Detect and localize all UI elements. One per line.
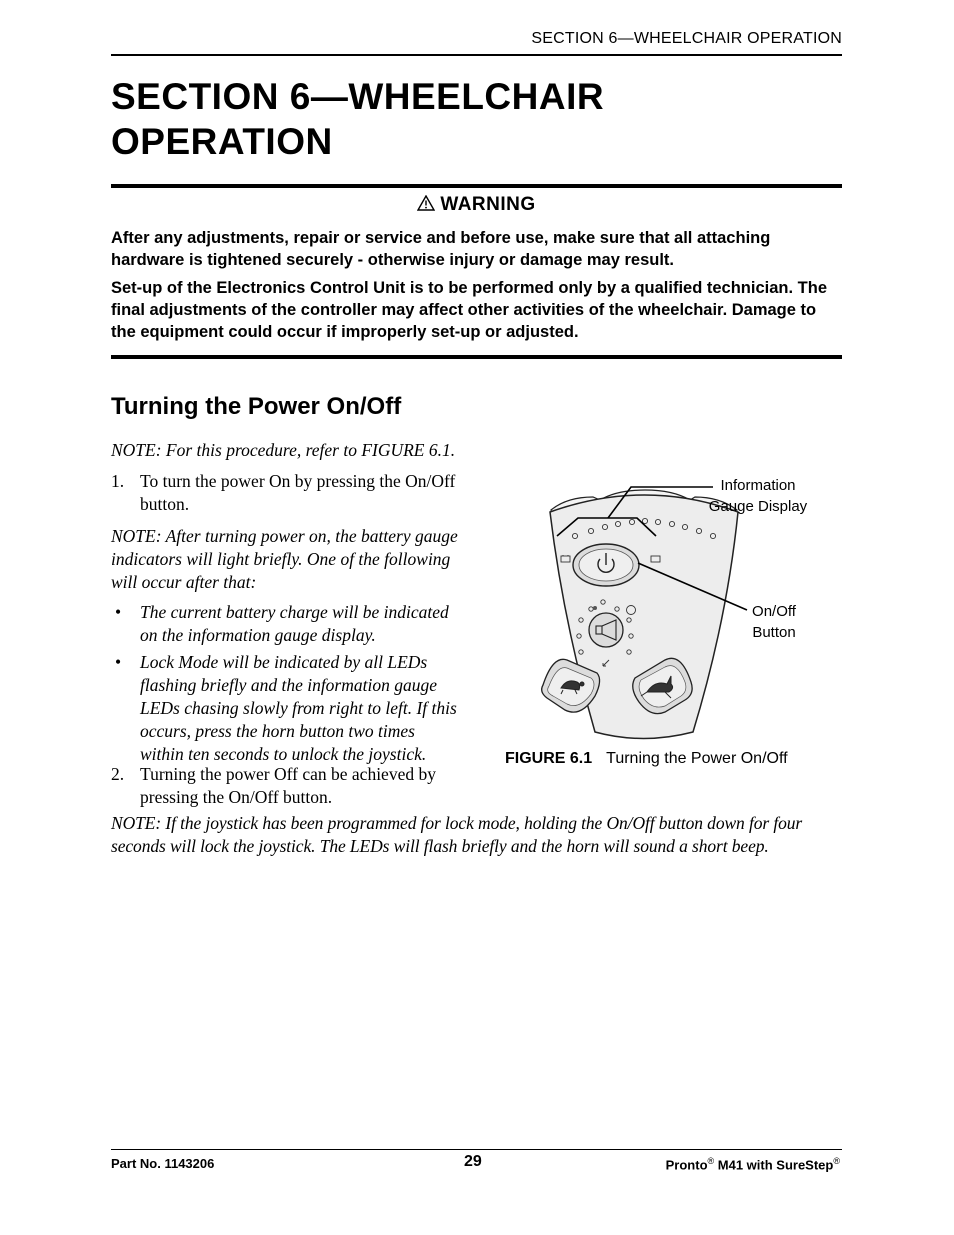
callout-on-off-button bbox=[732, 601, 816, 643]
note-figure-reference: NOTE: For this procedure, refer to FIGURE 6.1. bbox=[111, 440, 456, 460]
step-1 bbox=[111, 470, 461, 516]
step-1-number: 1. bbox=[111, 471, 125, 491]
warning-title bbox=[111, 194, 842, 216]
led-indicator-left bbox=[593, 606, 597, 610]
note-lock-mode: NOTE: If the joystick has been programmed for lock mode, holding the On/Off button down for four seconds will lock the joystick. The LEDs will flash briefly and the horn will sound a short beep. bbox=[111, 813, 803, 856]
footer-reg-mark-2: ® bbox=[833, 1156, 840, 1166]
step-2 bbox=[111, 763, 463, 809]
warning-bottom-rule bbox=[111, 355, 842, 359]
bullet-2-marker: • bbox=[115, 652, 122, 672]
page-title-line2: OPERATION bbox=[111, 121, 333, 162]
warning-top-rule bbox=[111, 184, 842, 188]
figure-caption bbox=[505, 750, 788, 768]
running-head: SECTION 6—WHEELCHAIR OPERATION bbox=[531, 30, 842, 47]
bullet-1-text: The current battery charge will be indicated on the information gauge display. bbox=[140, 602, 449, 645]
header-rule bbox=[111, 54, 842, 56]
warning-label: WARNING bbox=[440, 194, 536, 215]
step-1-text: To turn the power On by pressing the On/Off button. bbox=[140, 471, 456, 514]
footer-reg-mark-1: ® bbox=[707, 1156, 715, 1166]
callout-on-off-line2: Button bbox=[752, 624, 796, 641]
callout-information-gauge bbox=[702, 475, 814, 517]
callout-information-gauge-line1: Information bbox=[720, 477, 796, 494]
step-2-text: Turning the power Off can be achieved by pressing the On/Off button. bbox=[140, 764, 436, 807]
warning-paragraph-1: After any adjustments, repair or service and before use, make sure that all attaching hardware is tightened securely - otherwise injury or damage may result. bbox=[111, 229, 771, 269]
page-title bbox=[111, 74, 842, 164]
warning-paragraph-2: Set-up of the Electronics Control Unit is to be performed only by a qualified technician. The final adjustments of the controller may affect other activities of the wheelchair. Damage to the equipment could occur if improperly set-up or adjusted. bbox=[111, 279, 827, 341]
step-2-number: 2. bbox=[111, 764, 125, 784]
figure-caption-text: Turning the Power On/Off bbox=[606, 750, 788, 767]
bullet-2-text: Lock Mode will be indicated by all LEDs flashing briefly and the information gauge LEDs chasing slowly from right to left. If this occurs, press the horn button two times within ten seconds to unlock the joystick. bbox=[140, 652, 457, 764]
note-battery-gauge: NOTE: After turning power on, the battery gauge indicators will light briefly. One of the following will occur after that: bbox=[111, 526, 458, 592]
callout-information-gauge-line2: Gauge Display bbox=[708, 498, 808, 515]
warning-triangle-icon bbox=[417, 195, 435, 211]
footer-rule bbox=[111, 1149, 842, 1150]
figure-caption-label: FIGURE 6.1 bbox=[505, 750, 593, 767]
section-heading: Turning the Power On/Off bbox=[111, 393, 402, 420]
horn-button bbox=[589, 613, 623, 647]
bullet-1-marker: • bbox=[115, 602, 122, 622]
footer-product-b: M41 with SureStep bbox=[714, 1157, 834, 1173]
page-title-line1: SECTION 6—WHEELCHAIR bbox=[111, 76, 605, 117]
footer-product-a: Pronto bbox=[665, 1157, 708, 1173]
footer-part-number: Part No. 1143206 bbox=[111, 1156, 215, 1171]
page-number: 29 bbox=[464, 1153, 482, 1170]
bullet-item-2 bbox=[111, 651, 463, 766]
footer-product-name bbox=[666, 1156, 840, 1172]
callout-on-off-line1: On/Off bbox=[752, 603, 796, 620]
bullet-item-1 bbox=[111, 601, 463, 647]
